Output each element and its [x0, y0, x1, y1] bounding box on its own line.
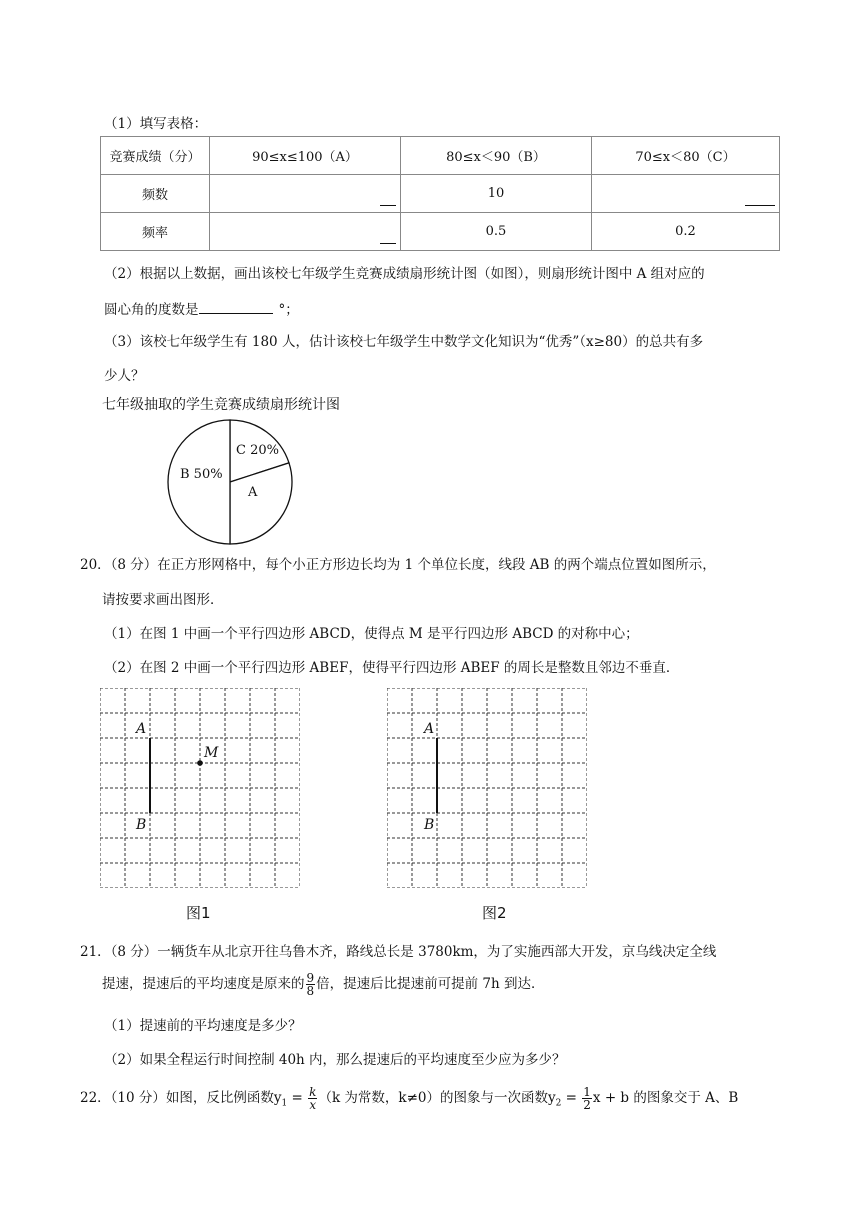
q20-line2: 请按要求画出图形．: [102, 592, 224, 608]
figure-2-caption: 图2: [482, 904, 507, 922]
pie-label-c: C 20%: [236, 443, 279, 458]
table-header-cell: 竞赛成绩（分）: [101, 137, 210, 175]
table-cell: 10: [401, 175, 592, 213]
q22-text-c: x + b 的图象交于 A、B: [592, 1090, 739, 1106]
label-m: M: [204, 745, 219, 761]
table-header-cell: 90≤x≤100（A）: [210, 137, 401, 175]
pie-label-a: A: [248, 485, 258, 500]
q22-line1: [80, 1086, 738, 1111]
score-table: [100, 136, 780, 251]
q19-part1: （1）填写表格：: [104, 116, 208, 132]
q20-sub2: （2）在图 2 中画一个平行四边形 ABEF，使得平行四边形 ABEF 的周长是整数且邻边不垂直．: [104, 660, 680, 676]
q19-part2-line2: [104, 298, 299, 318]
table-header-cell: 80≤x＜90（B）: [401, 137, 592, 175]
q19-part2-line1: （2）根据以上数据，画出该校七年级学生竞赛成绩扇形统计图（如图），则扇形统计图中 A 组对应的: [104, 266, 705, 282]
frac-denominator: x: [309, 1098, 317, 1112]
subscript-1: 1: [281, 1098, 288, 1109]
q20-line1: 20．（8 分）在正方形网格中，每个小正方形边长均为 1 个单位长度，线段 AB 的两个端点位置如图所示，: [80, 557, 716, 573]
fraction-1-2: [582, 1086, 592, 1111]
frac-denominator: 8: [306, 984, 315, 998]
frac-numerator: 9: [306, 971, 315, 985]
table-cell-blank[interactable]: [592, 175, 780, 213]
q21-sub2: （2）如果全程运行时间控制 40h 内，那么提速后的平均速度至少应为多少？: [104, 1052, 566, 1068]
q22-text-a: 22．（10 分）如图，反比例函数y: [80, 1090, 282, 1106]
answer-blank[interactable]: [199, 299, 273, 314]
q19-part2-text: 圆心角的度数是: [104, 302, 199, 318]
pie-label-b: B 50%: [180, 467, 223, 482]
row-label-rate: 频率: [101, 213, 210, 251]
q22-text-b: （k 为常数，k≠0）的图象与一次函数y: [318, 1090, 556, 1106]
equals: =: [287, 1090, 308, 1106]
q21-sub1: （1）提速前的平均速度是多少？: [104, 1018, 302, 1034]
label-a: A: [424, 721, 435, 737]
fraction-9-8: [306, 972, 316, 997]
table-header-cell: 70≤x＜80（C）: [592, 137, 780, 175]
q21-line2-a: 提速，提速后的平均速度是原来的: [102, 976, 305, 992]
q21-line2: [102, 972, 545, 997]
figure-1-caption: 图1: [186, 904, 211, 922]
label-b: B: [136, 817, 147, 833]
pie-title: 七年级抽取的学生竞赛成绩扇形统计图: [102, 397, 340, 413]
answer-blank[interactable]: [380, 205, 396, 206]
frac-numerator: k: [309, 1085, 317, 1099]
q20-sub1: （1）在图 1 中画一个平行四边形 ABCD，使得点 M 是平行四边形 ABCD 的对称中心；: [104, 626, 639, 642]
fraction-k-x: [308, 1086, 317, 1111]
pie-chart: [166, 418, 294, 546]
table-cell: 0.5: [401, 213, 592, 251]
table-cell: 0.2: [592, 213, 780, 251]
equals: =: [561, 1090, 582, 1106]
q19-part3-line2: 少人？: [104, 368, 145, 384]
figure-1-grid[interactable]: [100, 688, 300, 888]
q19-part3-line1: （3）该校七年级学生有 180 人，估计该校七年级学生中数学文化知识为“优秀”（x≥80）的总共有多: [104, 334, 704, 350]
point-m: [197, 760, 203, 766]
answer-blank[interactable]: [380, 243, 396, 244]
frac-numerator: 1: [583, 1085, 591, 1099]
q21-line2-b: 倍，提速后比提速前可提前 7h 到达．: [316, 976, 545, 992]
frac-denominator: 2: [583, 1098, 591, 1112]
table-cell-blank[interactable]: [210, 175, 401, 213]
row-label-frequency: 频数: [101, 175, 210, 213]
q19-part2-degree: °；: [278, 302, 299, 318]
answer-blank[interactable]: [745, 205, 775, 206]
q21-line1: 21．（8 分）一辆货车从北京开往乌鲁木齐，路线总长是 3780km，为了实施西部大开发，京乌线决定全线: [80, 944, 717, 960]
figure-2-grid[interactable]: [387, 688, 587, 888]
label-a: A: [136, 721, 147, 737]
table-cell-blank[interactable]: [210, 213, 401, 251]
pie-slice: [168, 420, 230, 544]
subscript-2: 2: [555, 1098, 562, 1109]
label-b: B: [424, 817, 435, 833]
